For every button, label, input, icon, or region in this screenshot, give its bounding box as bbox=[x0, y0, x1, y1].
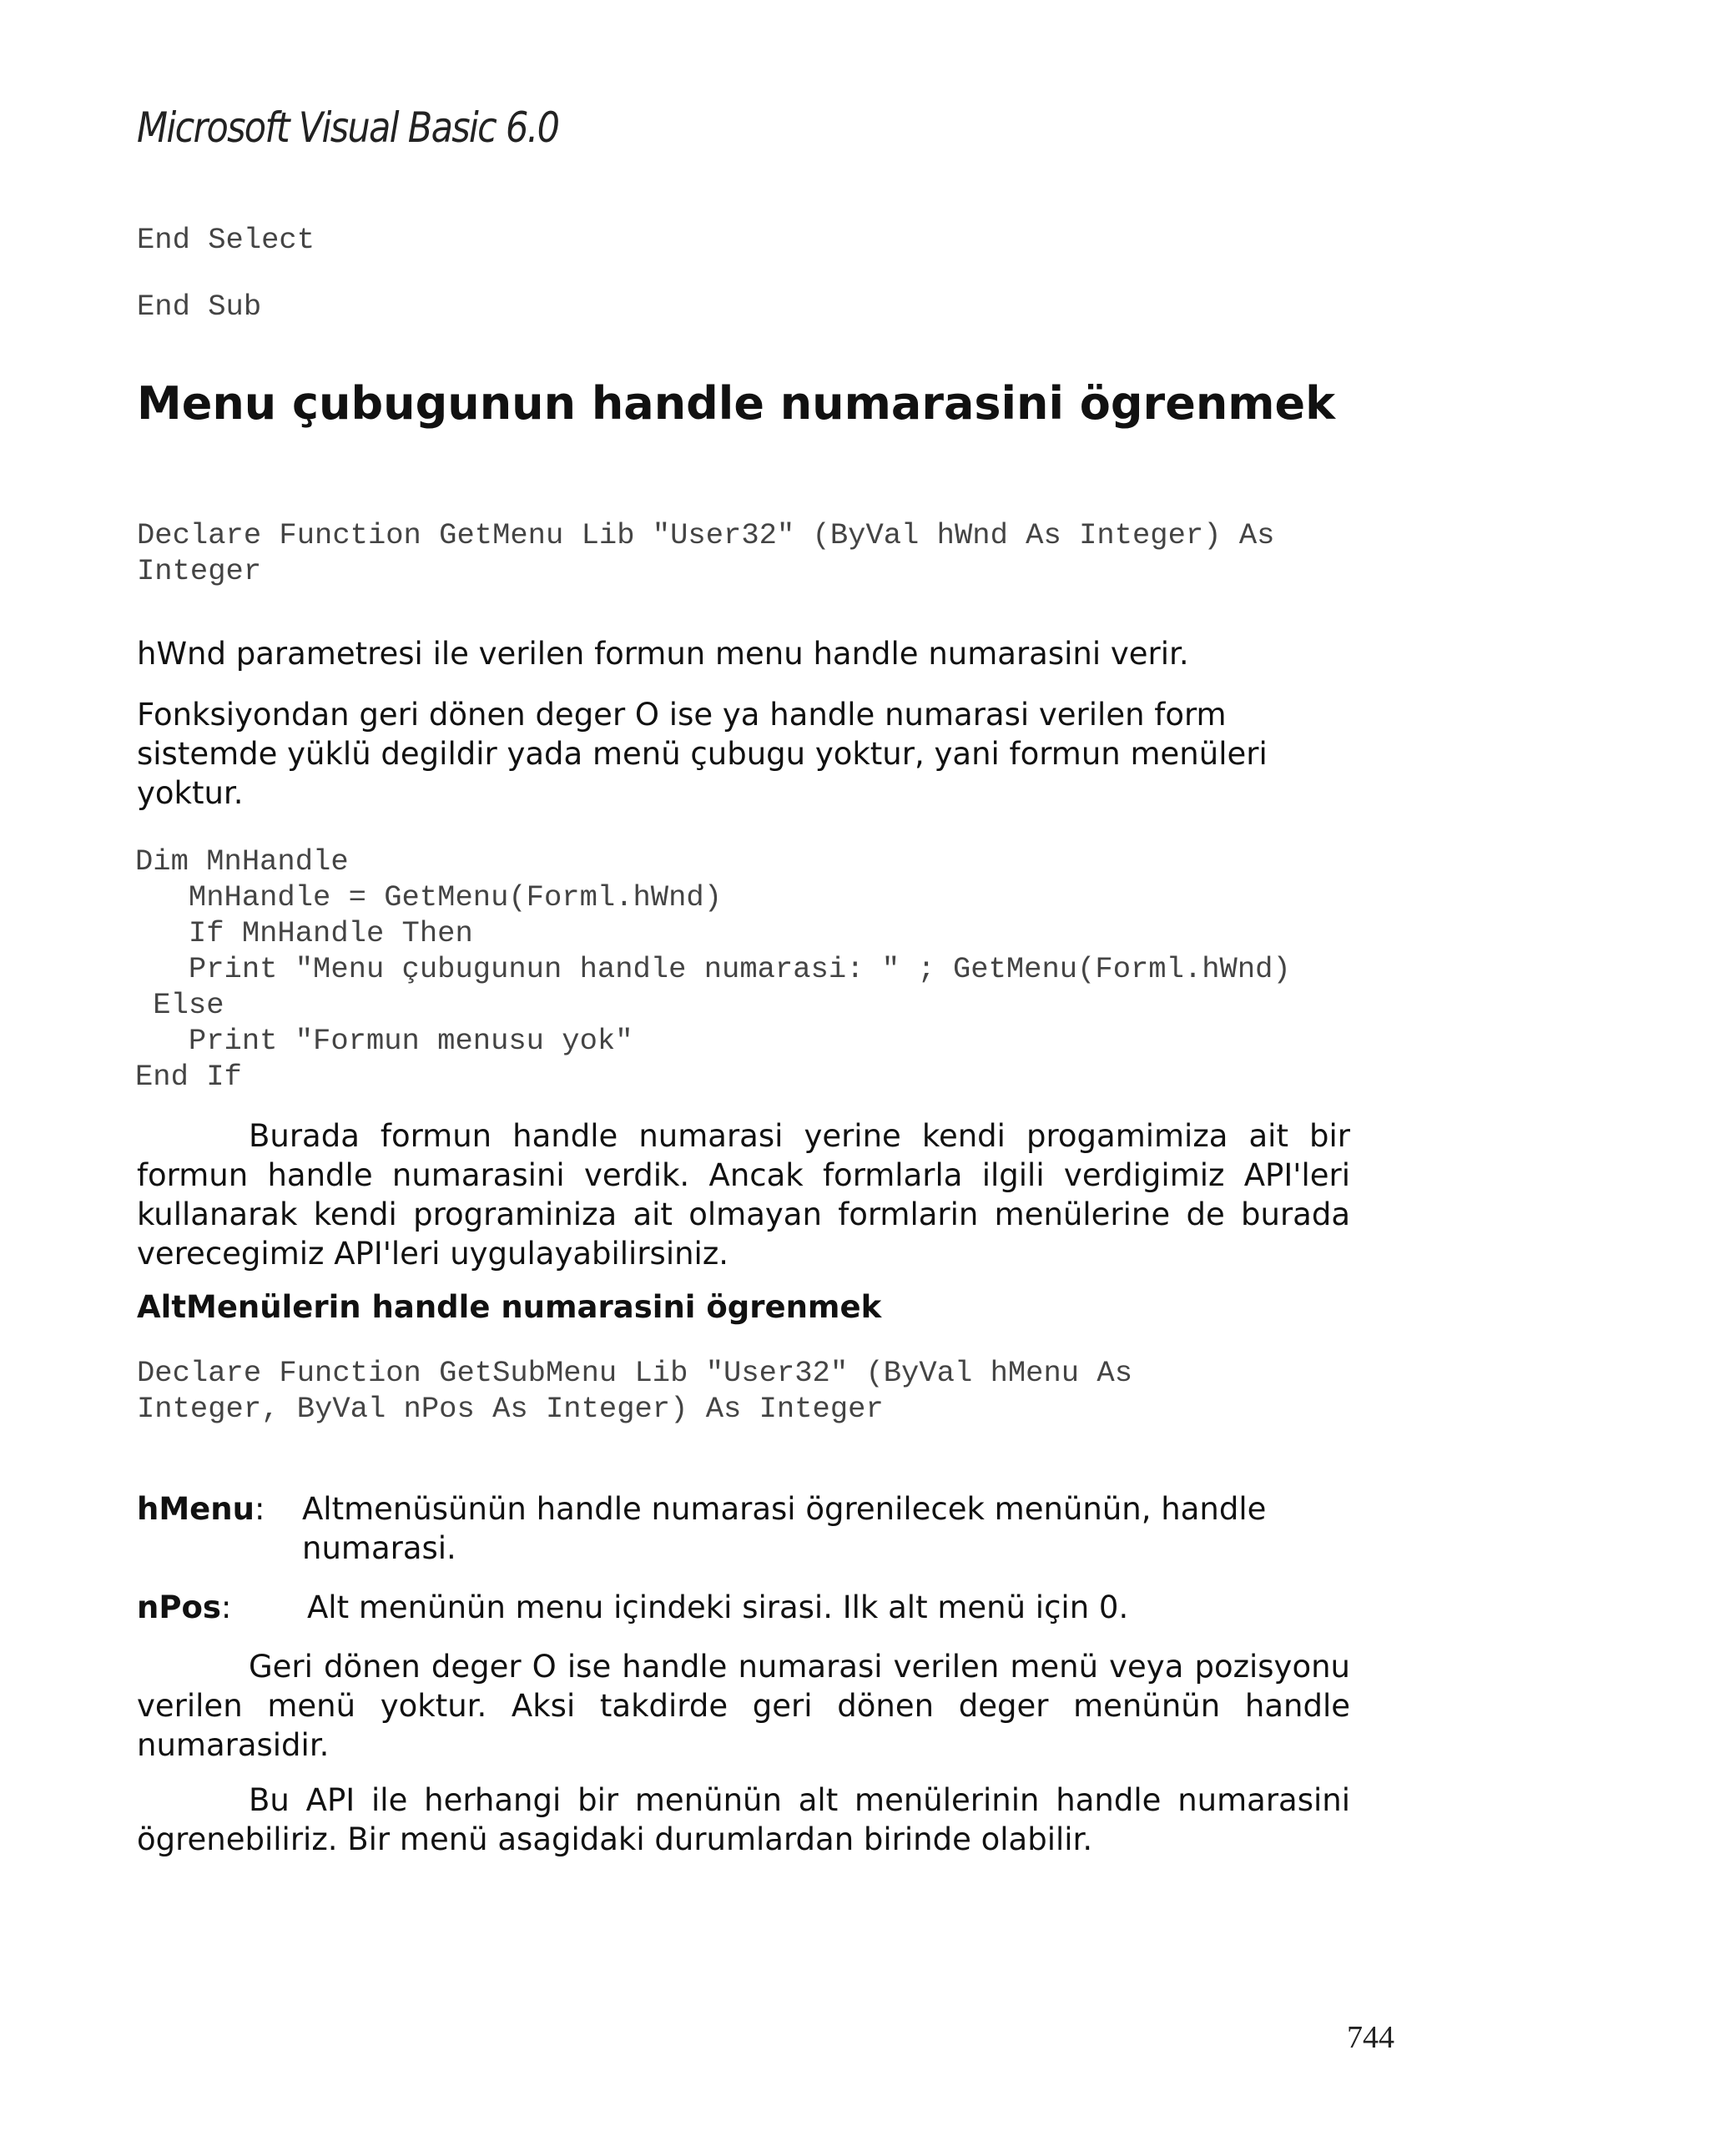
section-heading-getmenu: Menu çubugunun handle numarasini ögrenmek bbox=[137, 377, 1336, 430]
param-hmenu bbox=[137, 1489, 1350, 1566]
paragraph-hwnd-description: hWnd parametresi ile verilen formun menu handle numarasini verir. bbox=[137, 636, 1189, 672]
paragraph-explanation: Burada formun handle numarasi yerine kendi progamimiza ait bir formun handle numarasini verdik. Ancak formlarla ilgili verdigimiz API'leri kullanarak kendi programiniza ait olmayan formlarin menülerine de burada verecegimiz API'leri uygulayabilirsiniz. bbox=[137, 1118, 1350, 1272]
param-npos-colon: : bbox=[220, 1589, 232, 1625]
code-declare-getmenu: Declare Function GetMenu Lib "User32" (ByVal hWnd As Integer) As Integer bbox=[137, 518, 1275, 588]
paragraph-submenu-return: Geri dönen deger O ise handle numarasi verilen menü veya pozisyonu verilen menü yoktur. Aksi takdirde geri dönen deger menünün handle numarasidir. bbox=[137, 1649, 1350, 1763]
code-end-select: End Select bbox=[137, 223, 315, 257]
paragraph-submenu-usage: Bu API ile herhangi bir menünün alt menülerinin handle numarasini ögrenebiliriz. Bir menü asagidaki durumlardan birinde olabilir. bbox=[137, 1782, 1350, 1857]
running-header: Microsoft Visual Basic 6.0 bbox=[137, 103, 559, 152]
section-heading-getsubmenu: AltMenülerin handle numarasini ögrenmek bbox=[137, 1289, 882, 1325]
param-npos-description: Alt menünün menu içindeki sirasi. Ilk alt menü için 0. bbox=[307, 1589, 1129, 1625]
page-number: 744 bbox=[1347, 2020, 1394, 2055]
param-npos bbox=[137, 1588, 1350, 1627]
param-hmenu-colon: : bbox=[254, 1491, 265, 1527]
param-npos-name: nPos bbox=[137, 1589, 221, 1625]
code-end-sub: End Sub bbox=[137, 290, 262, 324]
code-example-getmenu: Dim MnHandle MnHandle = GetMenu(Forml.hWnd) If MnHandle Then Print "Menu çubugunun handle numarasi: " ; GetMenu(Forml.hWnd) Else Print "Formun menusu yok" End If bbox=[135, 844, 1291, 1094]
param-hmenu-description: Altmenüsünün handle numarasi ögrenilecek menünün, handle numarasi. bbox=[302, 1491, 1267, 1566]
param-hmenu-name: hMenu bbox=[137, 1491, 255, 1527]
code-declare-getsubmenu: Declare Function GetSubMenu Lib "User32" (ByVal hMenu As Integer, ByVal nPos As Integer) As Integer bbox=[137, 1356, 1132, 1426]
paragraph-return-value: Fonksiyondan geri dönen deger O ise ya handle numarasi verilen form sistemde yüklü degildir yada menü çubugu yoktur, yani formun menüleri yoktur. bbox=[137, 697, 1268, 811]
